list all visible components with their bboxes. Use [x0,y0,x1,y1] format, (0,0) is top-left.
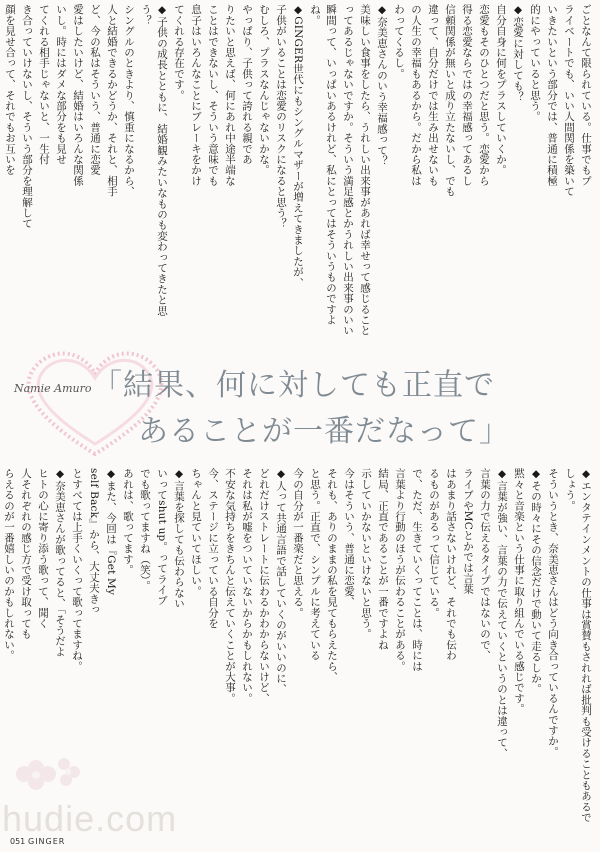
text-column: いってshut up。ってライブ [156,468,168,606]
text-column: で、ただ、生きていくってことは、時には [411,468,423,672]
article-top-band [6,4,594,336]
text-column: やっぱり、子供って誇れる親であ [241,4,253,165]
text-column: 子供がいることは恋愛のリスクになると思う？ [275,4,287,229]
text-column: ◆エンタテインメントの仕事は賞賛もされれば批判も受けることもあるでしょう。 [564,468,592,823]
text-column: ◆奈美恵さんが歌ってると、「そうだよ [54,468,66,657]
text-column: と思う。正直で、シンプルに考えている [309,468,321,661]
text-column: ライベートでも、いい人間関係を築いて [563,4,575,197]
text-column: それは私が嘘をついていないからかもしれない。 [241,468,253,704]
text-column: 黙々と音楽という仕事に取り組んでいる感じです。 [513,468,525,715]
text-column: 言葉の力で伝えるタイプではないので、 [479,468,491,661]
quote-line-1: 「結果、何に対しても正直で [92,368,495,403]
text-column: 的にやっていると思う。 [529,4,541,122]
text-column: 今、ステージに立っている自分を [207,468,219,629]
text-column: そういうとき、奈美恵さんはどう向き合っているんですか。 [547,468,559,757]
text-column: 信頼関係が無いと成り立たないし、でも [444,4,456,197]
text-column: ◆奈美恵さんのいう幸福感って？ [376,4,388,166]
text-column: 愛はしたいけど、結婚はいろんな関係 [72,4,84,186]
text-column: はあまり話さないけれど、それでも伝わ [445,468,457,661]
text-column: むしろ、プラスなんじゃないかな。 [258,4,270,176]
text-column: てくれる存在です。 [173,4,185,101]
text-column: 言葉より行動のほうが伝わることがある。 [394,468,406,672]
text-column: 今はそういう、普通に恋愛、 [343,468,355,608]
watermark: hudie.com [2,798,178,839]
text-column: どれだけストレートに伝わるかわからないけど、 [258,468,270,704]
pull-quote [0,344,600,462]
text-column: それも、ありのままの私を見てもらえたら、 [326,468,338,682]
page-footer [0,798,600,852]
quote-line-2: あることが一番だなって」 [138,414,510,449]
text-column: 示していかないといけないと思う。 [360,468,372,640]
text-column: ちゃんと見ていてほしい。 [190,468,202,597]
text-column: ◆言葉を探しても伝わらない [173,468,185,609]
page-number: 051 [10,837,26,846]
text-column: 不安な気持ちをきちんと伝えていくことが大事。 [224,468,236,704]
text-column: 恋愛もそのひとつだと思う。恋愛から [478,4,490,186]
text-column: 美味しい食事をしたら、うれしい出来事があれば幸せって感じること [359,4,371,336]
text-column: 違って、自分だけでは生み出せないも [427,4,439,186]
text-column: ◆また、今回は『Get My [105,468,117,596]
text-column: ってあるじゃないですか。そういう満足感とかうれしい出来事のいい [342,4,354,336]
text-column: ◆その時々にその信念だけで動いて走るしか。 [530,468,542,695]
text-column: ◆子供の成長とともに、結婚観みたいなものも変わってきたと思う？ [140,4,168,316]
text-column: き合っていけないし、そういう部分を理解して [21,4,33,229]
text-column [0,4,1,336]
text-column: 自分自身に何をプラスしていくか。 [495,4,507,176]
text-column: ◆人って共通言語で話していくのがいいのに、 [275,468,287,695]
article-bottom-band [3,468,594,828]
text-column: 人と結婚できるかどうか、それと、相手 [106,4,118,197]
text-column: シングルのときより、慎重になるから、 [123,4,135,197]
text-column: てくれる相手じゃないと、一生付 [38,4,50,165]
quote-byline: Namie Amuro [14,382,92,395]
text-column: 瞬間って、いっぱいあるけれど、私にとってはそういうものですよね。 [309,4,337,325]
text-column: 顔を見せ合って、それでもお互いを [4,4,16,176]
text-column: ライブやMCとかでは言葉 [462,468,474,595]
text-column: りたいと思えば、何にあれ中途半端な [224,4,236,186]
text-column: 人それぞれの感じ方で受け取っても [20,468,32,640]
text-column: わってくるし。 [393,4,405,79]
magazine-name: GINGER [28,837,66,846]
text-column: 得る恋愛ならではの幸福感ってあるし [461,4,473,186]
text-column: いきたいという部分では、普通に積極 [546,4,558,186]
text-column: 今の自分が一番楽だと思える。 [292,468,304,618]
text-column: いし。時にはダメな部分をも見せ [55,4,67,165]
text-column: 息子はいろんなことにブレーキをかけ [190,4,202,186]
text-column: ◆GINGER世代にもシングルマザーが増えてきましたが、 [292,4,304,288]
text-column: ◆恋愛に対しても？ [512,4,524,102]
text-column: 結局、正直であることが一番ですよね [377,468,389,650]
text-column: でも歌ってますね（笑）。 [139,468,151,592]
text-column: ことはできないし、そういう意味でも [207,4,219,186]
flower-ornament [4,744,94,804]
text-column: self Back』から、大丈夫きっ [88,468,100,615]
text-column: とすべては上手くいくって歌ってますね。 [71,468,83,672]
text-column: らえるのが一番嬉しいのかもしれない。 [3,468,15,661]
text-column: ◆言葉が強い、言葉の力で伝えていくというのとは違って、 [496,468,508,759]
text-column: ど、今の私はそういう、普通に恋愛 [89,4,101,176]
text-column: ヒトの心に寄り添う歌って、聞く [37,468,49,629]
text-column: あれは、歌ってます。 [122,468,134,575]
text-column: ごとなんて限られている。仕事でもプ [580,4,592,186]
text-column: の人生の幸福もあるから。だから私は [410,4,422,186]
text-column: るものがあるって信じている。 [428,468,440,618]
